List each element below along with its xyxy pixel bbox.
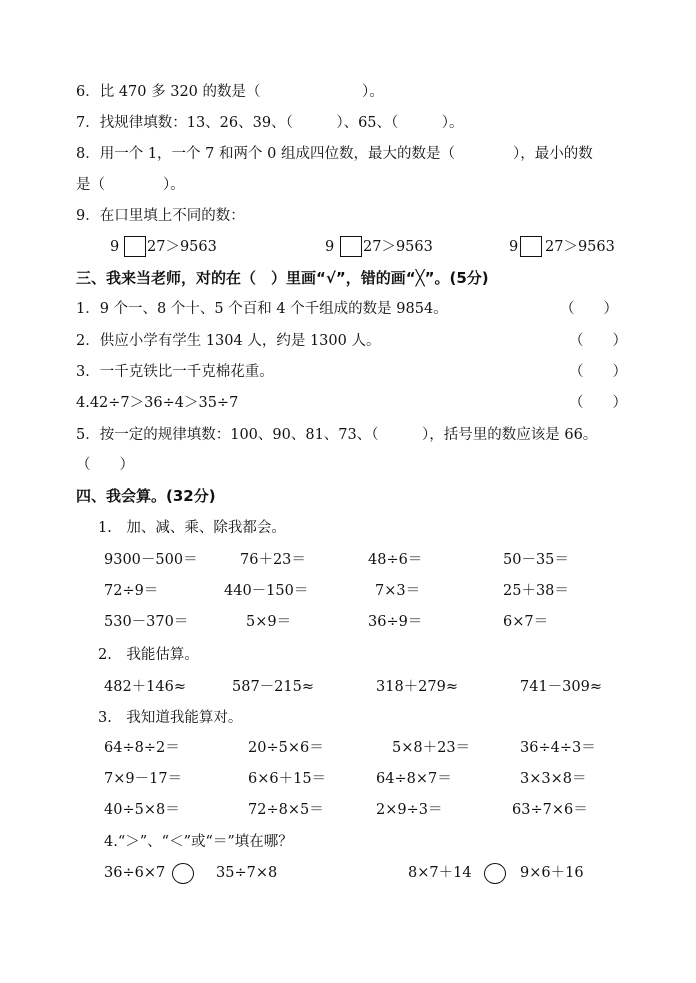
calc-item: 7×3＝ [375, 583, 421, 599]
calc-item: 36÷4÷3＝ [520, 740, 596, 756]
calc-item: 6×6＋15＝ [248, 771, 327, 787]
q9-item-1-prefix: 9 [110, 239, 120, 255]
q9-answer-box-2[interactable] [340, 236, 362, 257]
calc-item: 6×7＝ [503, 614, 549, 630]
part-2-heading: 2. 我能估算。 [98, 647, 199, 663]
compare-left-1: 36÷6×7 [104, 865, 166, 881]
question-8-line-2: 是（ ）。 [76, 177, 185, 193]
question-8-line-1: 8．用一个 1，一个 7 和两个 0 组成四位数，最大的数是（ ），最小的数 [76, 146, 593, 162]
calc-item: 25＋38＝ [503, 583, 569, 599]
s3-item-1-answer[interactable]: （ ） [560, 301, 618, 317]
calc-item: 36÷9＝ [368, 614, 423, 630]
calc-item: 530－370＝ [104, 614, 189, 630]
calc-item: 5×8＋23＝ [392, 740, 471, 756]
compare-right-1: 35÷7×8 [216, 865, 278, 881]
calc-item: 20÷5×6＝ [248, 740, 324, 756]
calc-item: 64÷8×7＝ [376, 771, 452, 787]
calc-item: 440－150＝ [224, 583, 309, 599]
calc-item: 9300－500＝ [104, 552, 198, 568]
s3-item-4: 4.42÷7＞36÷4＞35÷7 [76, 395, 239, 411]
compare-circle-1[interactable] [172, 863, 194, 884]
question-6: 6．比 470 多 320 的数是（ ）。 [76, 84, 384, 100]
estimate-item: 587－215≈ [232, 679, 315, 695]
calc-item: 48÷6＝ [368, 552, 423, 568]
q9-item-1-suffix: 27＞9563 [147, 239, 217, 255]
q9-answer-box-3[interactable] [520, 236, 542, 257]
part-4-heading: 4.“＞”、“＜”或“＝”填在哪？ [104, 834, 293, 850]
s3-item-4-answer[interactable]: （ ） [569, 395, 627, 411]
s3-item-2-answer[interactable]: （ ） [569, 333, 627, 349]
calc-item: 64÷8÷2＝ [104, 740, 180, 756]
q9-item-2-suffix: 27＞9563 [363, 239, 433, 255]
calc-item: 76＋23＝ [240, 552, 306, 568]
calc-item: 5×9＝ [246, 614, 292, 630]
calc-item: 50－35＝ [503, 552, 569, 568]
s3-item-5: 5．按一定的规律填数：100、90、81、73、（ ），括号里的数应该是 66。 [76, 427, 598, 443]
calc-item: 2×9÷3＝ [376, 802, 443, 818]
compare-circle-2[interactable] [484, 863, 506, 884]
compare-left-2: 8×7＋14 [408, 865, 472, 881]
estimate-item: 318＋279≈ [376, 679, 459, 695]
calc-item: 7×9－17＝ [104, 771, 183, 787]
q9-item-3-prefix: 9 [509, 239, 519, 255]
part-3-heading: 3. 我知道我能算对。 [98, 710, 243, 726]
s3-item-3: 3．一千克铁比一千克棉花重。 [76, 364, 274, 380]
calc-item: 72÷9＝ [104, 583, 159, 599]
estimate-item: 741－309≈ [520, 679, 603, 695]
part-1-heading: 1. 加、减、乘、除我都会。 [98, 520, 286, 536]
s3-item-3-answer[interactable]: （ ） [569, 364, 627, 380]
calc-item: 63÷7×6＝ [512, 802, 588, 818]
question-7: 7．找规律填数：13、26、39、（ ）、65、（ ）。 [76, 115, 464, 131]
q9-item-3-suffix: 27＞9563 [545, 239, 615, 255]
q9-item-2-prefix: 9 [325, 239, 335, 255]
s3-item-5-answer[interactable]: （ ） [76, 457, 134, 473]
q9-answer-box-1[interactable] [124, 236, 146, 257]
section-3-heading: 三、我来当老师，对的在（ ）里画“√”，错的画“╳”。(5分) [76, 269, 489, 287]
s3-item-1: 1．9 个一、8 个十、5 个百和 4 个千组成的数是 9854。 [76, 301, 448, 317]
calc-item: 40÷5×8＝ [104, 802, 180, 818]
estimate-item: 482＋146≈ [104, 679, 187, 695]
calc-item: 3×3×8＝ [520, 771, 587, 787]
calc-item: 72÷8×5＝ [248, 802, 324, 818]
section-4-heading: 四、我会算。(32分) [76, 487, 216, 505]
s3-item-2: 2．供应小学有学生 1304 人，约是 1300 人。 [76, 333, 381, 349]
compare-right-2: 9×6＋16 [520, 865, 584, 881]
question-9: 9．在口里填上不同的数： [76, 208, 245, 224]
